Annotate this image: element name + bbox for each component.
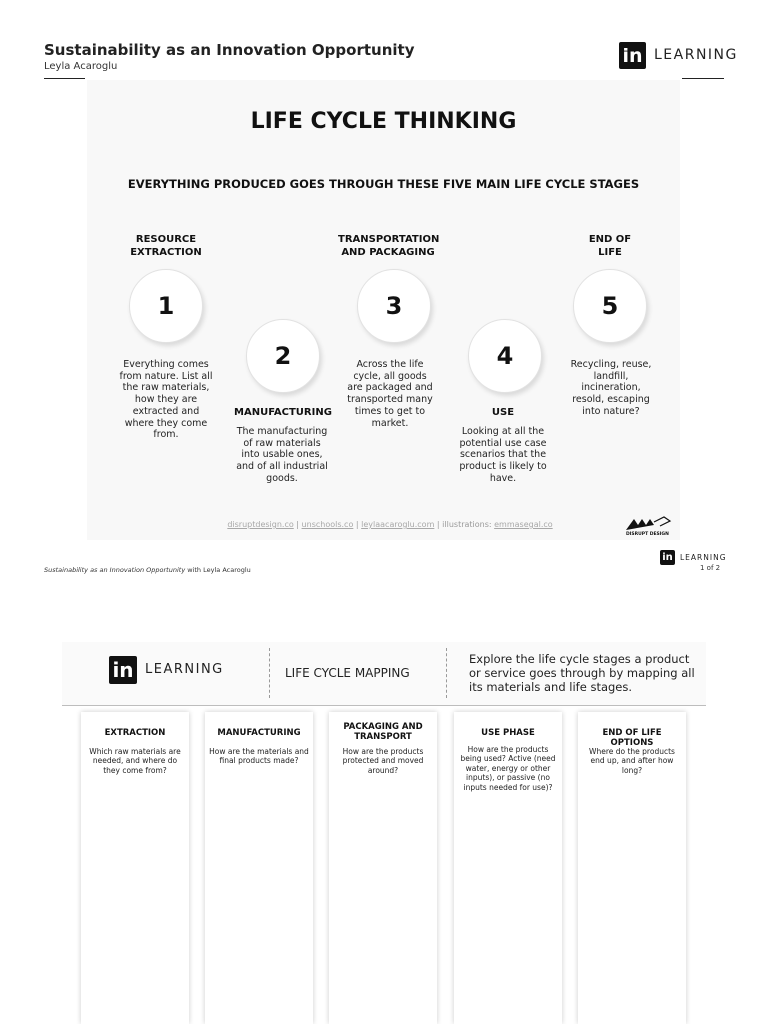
mapping-column-end-of-life[interactable] xyxy=(578,712,686,1024)
stage-2-heading: MANUFACTURING xyxy=(234,407,332,418)
column-title: EXTRACTION xyxy=(104,728,166,738)
mapping-column-extraction[interactable] xyxy=(81,712,189,1024)
credit-link-unschools[interactable]: unschools.co xyxy=(301,520,354,529)
brand-wordmark: LEARNING xyxy=(145,662,224,677)
disrupt-design-logo xyxy=(624,513,674,541)
stage-4-circle: 4 xyxy=(468,319,542,393)
stage-2-circle: 2 xyxy=(246,319,320,393)
author-name: Leyla Acaroglu xyxy=(44,61,118,72)
credit-link-disruptdesign[interactable]: disruptdesign.co xyxy=(227,520,294,529)
stage-3-heading: TRANSPORTATION AND PACKAGING xyxy=(338,234,440,258)
stage-1-heading: RESOURCE EXTRACTION xyxy=(130,234,202,258)
course-title: Sustainability as an Innovation Opportunity xyxy=(44,41,415,59)
disrupt-design-logo-text: DISRUPT DESIGN xyxy=(626,532,669,537)
footer-course-note xyxy=(44,566,251,574)
credit-illustrations-label: illustrations: xyxy=(442,520,492,529)
column-question: Which raw materials are needed, and where do they come from? xyxy=(89,747,181,775)
stage-5-description: Recycling, reuse, landfill, incineration, resold, escaping into nature? xyxy=(570,359,652,417)
column-question: How are the products protected and moved around? xyxy=(342,747,424,775)
column-question: How are the products being used? Active (need water, energy or other inputs), or passive (no inputs needed for use)? xyxy=(460,745,556,792)
header-divider-left xyxy=(44,78,85,79)
column-title: USE PHASE xyxy=(481,728,535,738)
mapping-column-use-phase[interactable] xyxy=(454,712,562,1024)
stage-5-circle: 5 xyxy=(573,269,647,343)
infographic-subtitle: EVERYTHING PRODUCED GOES THROUGH THESE FIVE MAIN LIFE CYCLE STAGES xyxy=(127,177,640,191)
linkedin-logo-icon: in xyxy=(619,42,646,69)
brand-wordmark: LEARNING xyxy=(654,47,738,63)
stage-4-description: Looking at all the potential use case scenarios that the product is likely to have. xyxy=(459,426,547,484)
stage-5-heading: END OF LIFE xyxy=(588,234,632,258)
stage-4-heading: USE xyxy=(491,407,515,418)
credits-line xyxy=(180,520,600,529)
linkedin-logo-icon: in xyxy=(109,656,137,684)
footer-course-title: Sustainability as an Innovation Opportunity xyxy=(44,566,186,574)
column-question: Where do the products end up, and after how long? xyxy=(589,747,675,775)
mapping-column-manufacturing[interactable] xyxy=(205,712,313,1024)
footer-author: with Leyla Acaroglu xyxy=(187,566,251,574)
infographic-title: LIFE CYCLE THINKING xyxy=(250,109,517,134)
credit-separator: | xyxy=(296,520,299,529)
credit-link-leylaacaroglu[interactable]: leylaacaroglu.com xyxy=(361,520,435,529)
dashed-divider xyxy=(269,648,270,698)
footer-brand-wordmark: LEARNING xyxy=(680,553,727,562)
stage-2-description: The manufacturing of raw materials into usable ones, and of all industrial goods. xyxy=(236,426,328,484)
linkedin-logo-small-icon: in xyxy=(660,550,675,565)
mapping-column-packaging[interactable] xyxy=(329,712,437,1024)
header-divider-right xyxy=(682,78,724,79)
mapping-divider xyxy=(62,705,706,706)
mapping-title: LIFE CYCLE MAPPING xyxy=(285,666,410,680)
column-title: END OF LIFE OPTIONS xyxy=(602,728,662,748)
stage-1-circle: 1 xyxy=(129,269,203,343)
column-title: MANUFACTURING xyxy=(217,728,301,738)
stage-3-description: Across the life cycle, all goods are packaged and transported many times to get to market. xyxy=(347,359,433,429)
stage-3-circle: 3 xyxy=(357,269,431,343)
page-indicator: 1 of 2 xyxy=(700,564,721,572)
dashed-divider xyxy=(446,648,447,698)
column-title: PACKAGING AND TRANSPORT xyxy=(343,722,423,742)
credit-link-emmasegal[interactable]: emmasegal.co xyxy=(494,520,553,529)
mapping-description: Explore the life cycle stages a product or service goes through by mapping all its materials and life stages. xyxy=(469,652,695,694)
stage-1-description: Everything comes from nature. List all the raw materials, how they are extracted and where they come from. xyxy=(119,359,213,441)
column-question: How are the materials and final products made? xyxy=(209,747,309,766)
credit-separator: | xyxy=(436,520,440,529)
credit-separator: | xyxy=(355,520,359,529)
